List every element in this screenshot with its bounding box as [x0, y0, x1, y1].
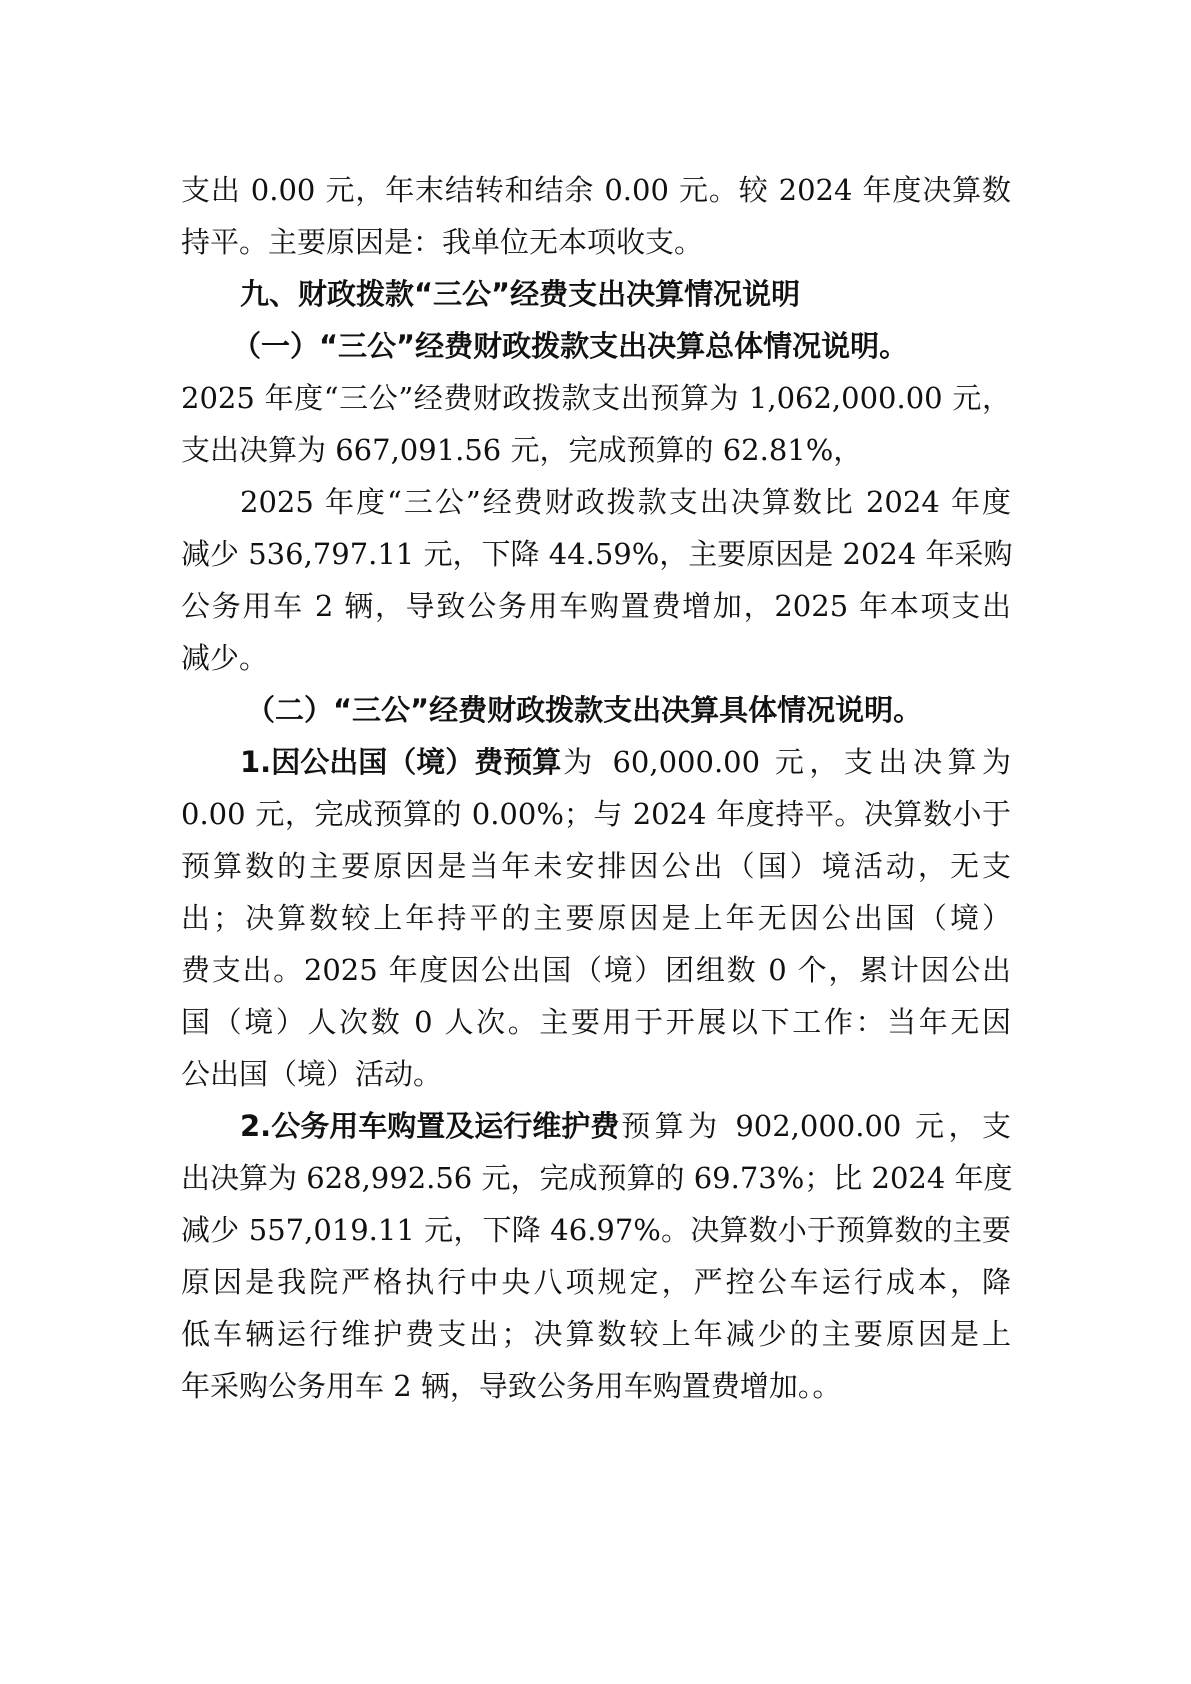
paragraph-line: 减少。 — [181, 641, 269, 675]
section-heading: 九、财政拨款“三公”经费支出决算情况说明 — [240, 277, 801, 311]
paragraph-text: 为 60,000.00 元，支出决算为 — [563, 745, 1011, 779]
paragraph-line — [240, 1106, 1011, 1146]
paragraph-line — [240, 742, 1011, 782]
paragraph-line: 预算数的主要原因是当年未安排因公出（国）境活动，无支 — [181, 849, 1011, 883]
subsection-heading: （一）“三公”经费财政拨款支出决算总体情况说明。 — [232, 329, 909, 363]
item-heading: 1.因公出国（境）费预算 — [240, 745, 562, 779]
paragraph-line: 国（境）人次数 0 人次。主要用于开展以下工作：当年无因 — [181, 1005, 1011, 1039]
paragraph-line: 0.00 元，完成预算的 0.00%；与 2024 年度持平。决算数小于 — [181, 797, 1011, 831]
paragraph-line: 公务用车 2 辆，导致公务用车购置费增加，2025 年本项支出 — [181, 589, 1011, 623]
paragraph-line: 支出决算为 667,091.56 元，完成预算的 62.81%， — [181, 433, 863, 467]
paragraph-line: 2025 年度“三公”经费财政拨款支出决算数比 2024 年度 — [240, 485, 1011, 519]
subsection-heading: （二）“三公”经费财政拨款支出决算具体情况说明。 — [246, 693, 923, 727]
paragraph-line: 出；决算数较上年持平的主要原因是上年无因公出国（境） — [181, 901, 1011, 935]
paragraph-text: 预算为 902,000.00 元，支 — [621, 1109, 1011, 1143]
paragraph-line: 支出 0.00 元，年末结转和结余 0.00 元。较 2024 年度决算数 — [181, 173, 1011, 207]
paragraph-line: 年采购公务用车 2 辆，导致公务用车购置费增加。。 — [181, 1369, 842, 1403]
paragraph-line: 原因是我院严格执行中央八项规定，严控公车运行成本，降 — [181, 1265, 1011, 1299]
paragraph-line: 减少 536,797.11 元，下降 44.59%，主要原因是 2024 年采购 — [181, 537, 1013, 571]
paragraph-line: 出决算为 628,992.56 元，完成预算的 69.73%；比 2024 年度 — [181, 1161, 1013, 1195]
paragraph-line: 持平。主要原因是：我单位无本项收支。 — [181, 225, 704, 259]
paragraph-line: 公出国（境）活动。 — [181, 1057, 443, 1091]
paragraph-line: 减少 557,019.11 元，下降 46.97%。决算数小于预算数的主要 — [181, 1213, 1011, 1247]
paragraph-line: 2025 年度“三公”经费财政拨款支出预算为 1,062,000.00 元， — [181, 381, 1011, 415]
paragraph-line: 低车辆运行维护费支出；决算数较上年减少的主要原因是上 — [181, 1317, 1011, 1351]
item-heading: 2.公务用车购置及运行维护费 — [240, 1109, 620, 1143]
paragraph-line: 费支出。2025 年度因公出国（境）团组数 0 个，累计因公出 — [181, 953, 1011, 987]
